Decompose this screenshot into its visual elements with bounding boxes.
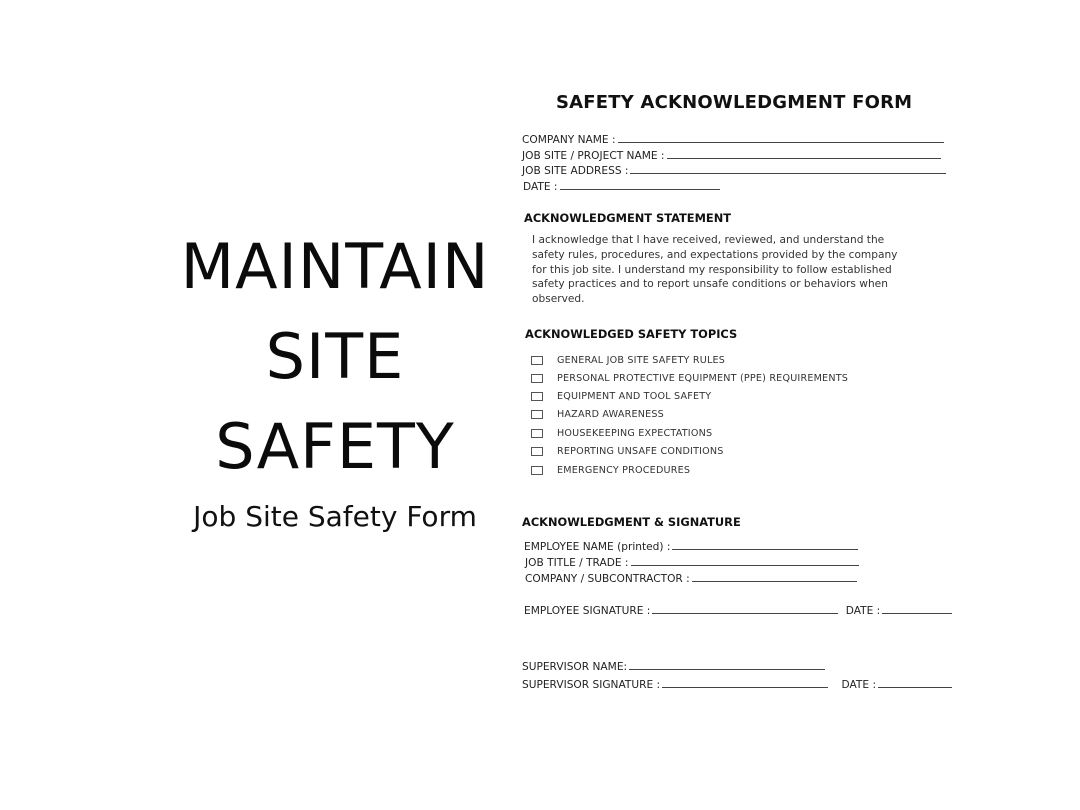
topic-label: REPORTING UNSAFE CONDITIONS bbox=[557, 446, 724, 457]
supervisor-name-label: SUPERVISOR NAME: bbox=[522, 661, 628, 673]
checkbox[interactable] bbox=[531, 392, 543, 401]
supervisor-date-label: DATE : bbox=[841, 679, 877, 691]
checkbox[interactable] bbox=[531, 356, 543, 365]
supervisor-name-line bbox=[629, 659, 825, 670]
company-subcontractor-field bbox=[525, 571, 857, 585]
date-line bbox=[560, 179, 720, 190]
job-title-label: JOB TITLE / TRADE : bbox=[525, 557, 629, 569]
job-site-address-line bbox=[630, 163, 946, 174]
job-site-address-label: JOB SITE ADDRESS : bbox=[522, 165, 629, 177]
company-subcontractor-line bbox=[692, 571, 857, 582]
job-title-line bbox=[631, 555, 859, 566]
date-label: DATE : bbox=[523, 181, 558, 193]
topic-label: HOUSEKEEPING EXPECTATIONS bbox=[557, 428, 713, 439]
statement-text: I acknowledge that I have received, reviewed, and understand the safety rules, procedures, and expectations provided by the company for this job site. I understand my responsibility to follow established safety practices and to report unsafe conditions or behaviors when observed. bbox=[532, 234, 898, 306]
job-site-name-label: JOB SITE / PROJECT NAME : bbox=[522, 150, 665, 162]
checkbox[interactable] bbox=[531, 429, 543, 438]
employee-name-label: EMPLOYEE NAME (printed) : bbox=[524, 541, 671, 553]
topic-item[interactable] bbox=[531, 368, 848, 382]
hero-line-3: SAFETY bbox=[215, 410, 455, 483]
hero-subtitle: Job Site Safety Form bbox=[193, 500, 477, 533]
checkbox[interactable] bbox=[531, 447, 543, 456]
supervisor-name-field bbox=[522, 659, 825, 673]
signature-heading: ACKNOWLEDGMENT & SIGNATURE bbox=[522, 515, 741, 529]
hero-line-1: MAINTAIN bbox=[180, 230, 490, 303]
job-title-field bbox=[525, 555, 859, 569]
topic-item[interactable] bbox=[531, 460, 690, 474]
supervisor-signature-field bbox=[522, 677, 952, 691]
job-site-address-field bbox=[522, 163, 946, 177]
topic-label: EQUIPMENT AND TOOL SAFETY bbox=[557, 391, 712, 402]
checkbox[interactable] bbox=[531, 374, 543, 383]
company-name-line bbox=[618, 132, 944, 143]
topic-label: EMERGENCY PROCEDURES bbox=[557, 465, 691, 476]
topic-item[interactable] bbox=[531, 386, 711, 400]
topic-item[interactable] bbox=[531, 404, 664, 418]
topic-item[interactable] bbox=[531, 423, 712, 437]
supervisor-signature-label: SUPERVISOR SIGNATURE : bbox=[522, 679, 661, 691]
date-field bbox=[523, 179, 720, 193]
topic-label: GENERAL JOB SITE SAFETY RULES bbox=[557, 355, 726, 366]
employee-name-field bbox=[524, 539, 858, 553]
employee-signature-label: EMPLOYEE SIGNATURE : bbox=[524, 605, 651, 617]
employee-date-line bbox=[882, 603, 952, 614]
topic-label: PERSONAL PROTECTIVE EQUIPMENT (PPE) REQUIREMENTS bbox=[557, 373, 849, 384]
topics-heading: ACKNOWLEDGED SAFETY TOPICS bbox=[525, 327, 738, 341]
topic-label: HAZARD AWARENESS bbox=[557, 409, 664, 420]
company-name-field bbox=[522, 132, 944, 146]
topic-item[interactable] bbox=[531, 350, 725, 364]
company-subcontractor-label: COMPANY / SUBCONTRACTOR : bbox=[525, 573, 690, 585]
topic-item[interactable] bbox=[531, 441, 724, 455]
job-site-name-field bbox=[522, 148, 941, 162]
employee-signature-field bbox=[524, 603, 952, 617]
form-title: SAFETY ACKNOWLEDGMENT FORM bbox=[556, 92, 913, 113]
company-name-label: COMPANY NAME : bbox=[522, 134, 616, 146]
employee-signature-line bbox=[652, 603, 838, 614]
supervisor-date-line bbox=[878, 677, 952, 688]
employee-name-line bbox=[672, 539, 858, 550]
statement-heading: ACKNOWLEDGMENT STATEMENT bbox=[524, 211, 731, 225]
supervisor-signature-line bbox=[662, 677, 828, 688]
employee-date-label: DATE : bbox=[845, 605, 881, 617]
checkbox[interactable] bbox=[531, 410, 543, 419]
job-site-name-line bbox=[667, 148, 941, 159]
hero-line-2: SITE bbox=[265, 320, 405, 393]
checkbox[interactable] bbox=[531, 466, 543, 475]
